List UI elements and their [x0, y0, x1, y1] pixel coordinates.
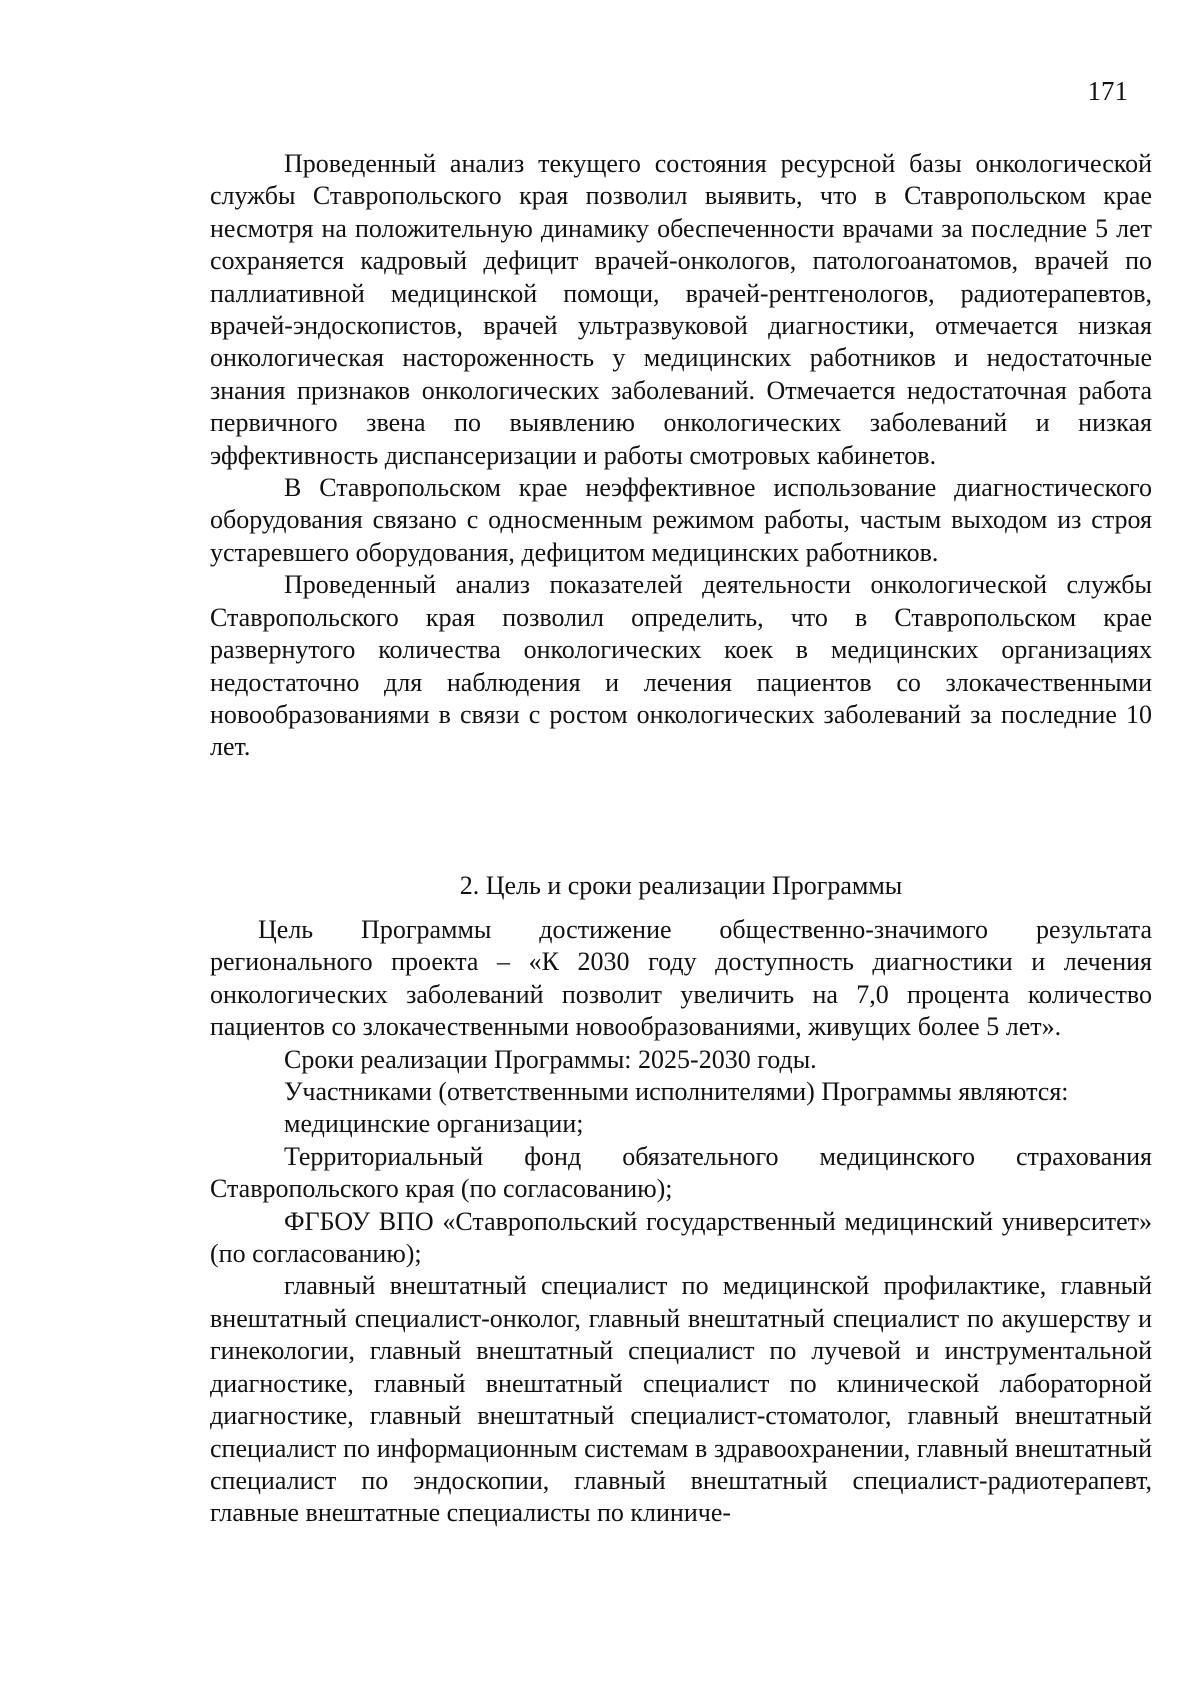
- participant-item: ФГБОУ ВПО «Ставропольский государственный медицинский университет» (по согласованию);: [210, 1206, 1152, 1269]
- participant-item: медицинские организации;: [284, 1109, 584, 1139]
- paragraph-terms: Сроки реализации Программы: 2025-2030 годы.: [284, 1044, 817, 1074]
- section-heading: 2. Цель и сроки реализации Программы: [459, 871, 903, 900]
- paragraph-beds-analysis: Проведенный анализ показателей деятельности онкологической службы Ставропольского края позволил определить, что в Ставропольском крае развернутого количества онкологических коек в медицинских организациях недостаточно для наблюдения и лечения пациентов со злокачественными новообразованиями в связи с ростом онкологических заболеваний за последние 10 лет.: [210, 570, 1152, 762]
- intro-section: [210, 148, 1152, 764]
- paragraph-resource-analysis: Проведенный анализ текущего состояния ресурсной базы онкологической службы Ставропольского края позволил выявить, что в Ставропольском крае несмотря на положительную динамику обеспеченности врачами за последние 5 лет сохраняется кадровый дефицит врачей-онкологов, патологоанатомов, врачей по паллиативной медицинской помощи, врачей-рентгенологов, радиотерапевтов, врачей-эндоскопистов, врачей ультразвуковой диагностики, отмечается низкая онкологическая настороженность у медицинских работников и недостаточные знания признаков онкологических заболеваний. Отмечается недостаточная работа первичного звена по выявлению онкологических заболеваний и низкая эффективность диспансеризации и работы смотровых кабинетов.: [210, 149, 1152, 470]
- goals-section: [210, 914, 1152, 1530]
- paragraph-equipment: В Ставропольском крае неэффективное использование диагностического оборудования связано с односменным режимом работы, частым выходом из строя устаревшего оборудования, дефицитом медицинских работников.: [210, 473, 1152, 567]
- participant-item: Территориальный фонд обязательного медицинского страхования Ставропольского края (по согласованию);: [210, 1141, 1152, 1204]
- paragraph-goal: Цель Программы достижение общественно-значимого результата регионального проекта – «К 2030 году доступность диагностики и лечения онкологических заболеваний позволит увеличить на 7,0 процента количество пациентов со злокачественными новообразованиями, живущих более 5 лет».: [210, 915, 1152, 1042]
- participant-item: главный внештатный специалист по медицинской профилактике, главный внештатный специалист-онколог, главный внештатный специалист по акушерству и гинекологии, главный внештатный специалист по лучевой и инструментальной диагностике, главный внештатный специалист по клинической лабораторной диагностике, главный внештатный специалист-стоматолог, главный внештатный специалист по информационным системам в здравоохранении, главный внештатный специалист по эндоскопии, главный внештатный специалист-радиотерапевт, главные внештатные специалисты по клиниче-: [210, 1271, 1152, 1528]
- page-number: 171: [1087, 76, 1128, 106]
- paragraph-participants-intro: Участниками (ответственными исполнителями) Программы являются:: [284, 1077, 1069, 1107]
